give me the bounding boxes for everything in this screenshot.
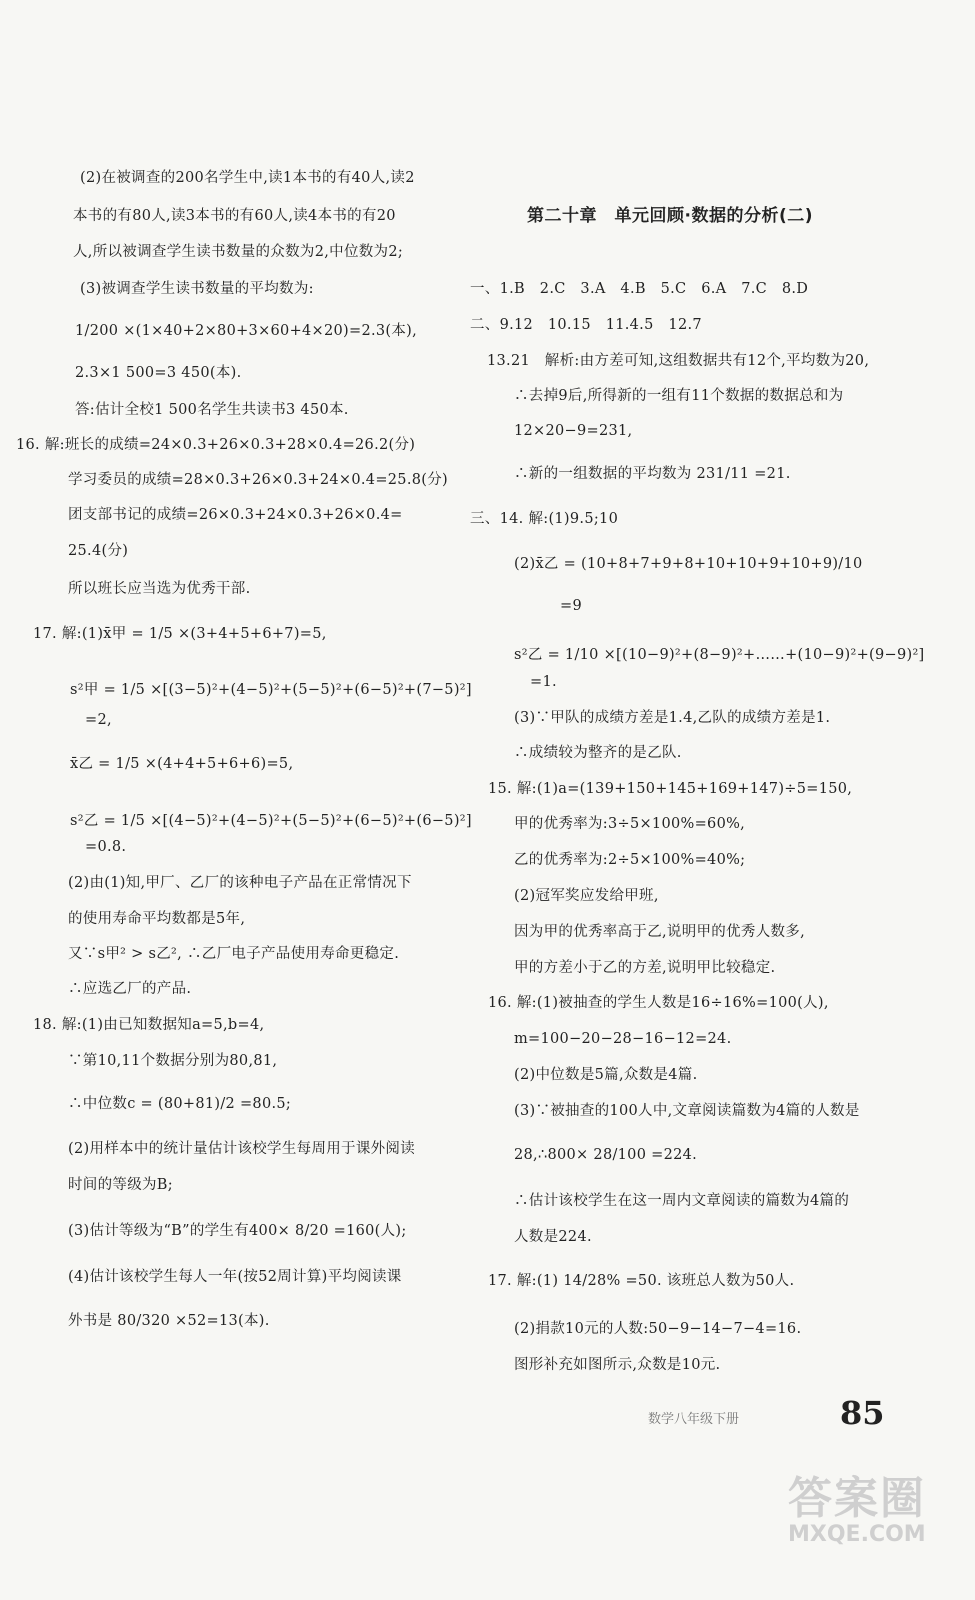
text-line: 13.21 解析:由方差可知,这组数据共有12个,平均数为20, xyxy=(487,353,870,369)
text-line: (3)∵甲队的成绩方差是1.4,乙队的成绩方差是1. xyxy=(514,710,831,726)
formula-line: ∴新的一组数据的平均数为 231/11 =21. xyxy=(514,466,791,482)
text-line: (2)冠军奖应发给甲班, xyxy=(514,888,659,904)
text-line: =2, xyxy=(85,712,112,728)
text-line: 本书的有80人,读3本书的有60人,读4本书的有20 xyxy=(73,208,396,224)
page-number: 85 xyxy=(840,1394,885,1432)
text-line: 甲的优秀率为:3÷5×100%=60%, xyxy=(514,816,746,832)
watermark-logo: 答案圈 xyxy=(788,1473,926,1524)
formula-line: (2)x̄乙 = (10+8+7+9+8+10+10+9+10+9)/10 xyxy=(514,556,863,572)
formula-line: 28,∴800× 28/100 =224. xyxy=(514,1147,698,1163)
watermark-url: MXQE.COM xyxy=(788,1522,926,1547)
text-line: m=100−20−28−16−12=24. xyxy=(514,1031,732,1047)
text-line: 2.3×1 500=3 450(本). xyxy=(75,365,242,381)
text-line: 团支部书记的成绩=26×0.3+24×0.3+26×0.4= xyxy=(68,507,403,523)
formula-line: s²乙 = 1/10 ×[(10−9)²+(8−9)²+……+(10−9)²+(9−9)²] xyxy=(514,647,925,663)
text-line: 因为甲的优秀率高于乙,说明甲的优秀人数多, xyxy=(514,924,806,940)
formula-line: s²甲 = 1/5 ×[(3−5)²+(4−5)²+(5−5)²+(6−5)²+(7−5)²] xyxy=(70,682,472,698)
text-line: (3)被调查学生读书数量的平均数为: xyxy=(80,281,314,297)
text-line: 所以班长应当选为优秀干部. xyxy=(68,581,251,597)
text-line: 15. 解:(1)a=(139+150+145+169+147)÷5=150, xyxy=(488,781,853,797)
text-line: =0.8. xyxy=(85,839,127,855)
text-line: 12×20−9=231, xyxy=(514,423,633,439)
text-line: 18. 解:(1)由已知数据知a=5,b=4, xyxy=(33,1017,265,1033)
text-line: (2)由(1)知,甲厂、乙厂的该种电子产品在正常情况下 xyxy=(68,875,412,891)
text-line: =1. xyxy=(530,674,557,690)
text-line: 16. 解:班长的成绩=24×0.3+26×0.3+28×0.4=26.2(分) xyxy=(16,437,416,453)
text-line: 甲的方差小于乙的方差,说明甲比较稳定. xyxy=(514,960,776,976)
text-line: 二、9.12 10.15 11.4.5 12.7 xyxy=(470,317,702,333)
chapter-title: 第二十章 单元回顾·数据的分析(二) xyxy=(527,206,813,226)
text-line: 三、14. 解:(1)9.5;10 xyxy=(470,511,619,527)
text-line: 图形补充如图所示,众数是10元. xyxy=(514,1357,721,1373)
text-line: 答:估计全校1 500名学生共读书3 450本. xyxy=(75,402,349,418)
formula-line: 外书是 80/320 ×52=13(本). xyxy=(68,1313,270,1329)
text-line: ∵第10,11个数据分别为80,81, xyxy=(68,1053,278,1069)
text-line: ∴成绩较为整齐的是乙队. xyxy=(514,745,682,761)
text-line: ∴应选乙厂的产品. xyxy=(68,981,192,997)
text-line: ∴去掉9后,所得新的一组有11个数据的数据总和为 xyxy=(514,388,844,404)
text-line: 一、1.B 2.C 3.A 4.B 5.C 6.A 7.C 8.D xyxy=(470,281,809,297)
formula-line: 17. 解:(1) 14/28% =50. 该班总人数为50人. xyxy=(488,1273,795,1289)
text-line: (2)中位数是5篇,众数是4篇. xyxy=(514,1067,698,1083)
text-line: 又∵s甲² > s乙², ∴乙厂电子产品使用寿命更稳定. xyxy=(68,946,400,962)
text-line: 乙的优秀率为:2÷5×100%=40%; xyxy=(514,852,746,868)
text-line: (2)捐款10元的人数:50−9−14−7−4=16. xyxy=(514,1321,802,1337)
text-line: (3)∵被抽查的100人中,文章阅读篇数为4篇的人数是 xyxy=(514,1103,860,1119)
text-line: (4)估计该校学生每人一年(按52周计算)平均阅读课 xyxy=(68,1269,402,1285)
text-line: 时间的等级为B; xyxy=(68,1177,173,1193)
text-line: (2)用样本中的统计量估计该校学生每周用于课外阅读 xyxy=(68,1141,416,1157)
text-line: =9 xyxy=(560,598,582,614)
text-line: 16. 解:(1)被抽查的学生人数是16÷16%=100(人), xyxy=(488,995,829,1011)
text-line: 的使用寿命平均数都是5年, xyxy=(68,911,246,927)
watermark xyxy=(788,1462,958,1558)
formula-line: x̄乙 = 1/5 ×(4+4+5+6+6)=5, xyxy=(70,756,294,772)
text-line: (2)在被调查的200名学生中,读1本书的有40人,读2 xyxy=(80,170,415,186)
formula-line: ∴中位数c = (80+81)/2 =80.5; xyxy=(68,1096,292,1112)
text-line: 人,所以被调查学生读书数量的众数为2,中位数为2; xyxy=(73,244,404,260)
text-line: 学习委员的成绩=28×0.3+26×0.3+24×0.4=25.8(分) xyxy=(68,472,448,488)
footer-book-title: 数学八年级下册 xyxy=(648,1412,740,1427)
text-line: ∴估计该校学生在这一周内文章阅读的篇数为4篇的 xyxy=(514,1193,850,1209)
formula-line: 1/200 ×(1×40+2×80+3×60+4×20)=2.3(本), xyxy=(75,323,418,339)
formula-line: s²乙 = 1/5 ×[(4−5)²+(4−5)²+(5−5)²+(6−5)²+(6−5)²] xyxy=(70,813,472,829)
formula-line: 17. 解:(1)x̄甲 = 1/5 ×(3+4+5+6+7)=5, xyxy=(33,626,327,642)
text-line: 25.4(分) xyxy=(68,543,129,559)
formula-line: (3)估计等级为“B”的学生有400× 8/20 =160(人); xyxy=(68,1223,407,1239)
text-line: 人数是224. xyxy=(514,1229,592,1245)
